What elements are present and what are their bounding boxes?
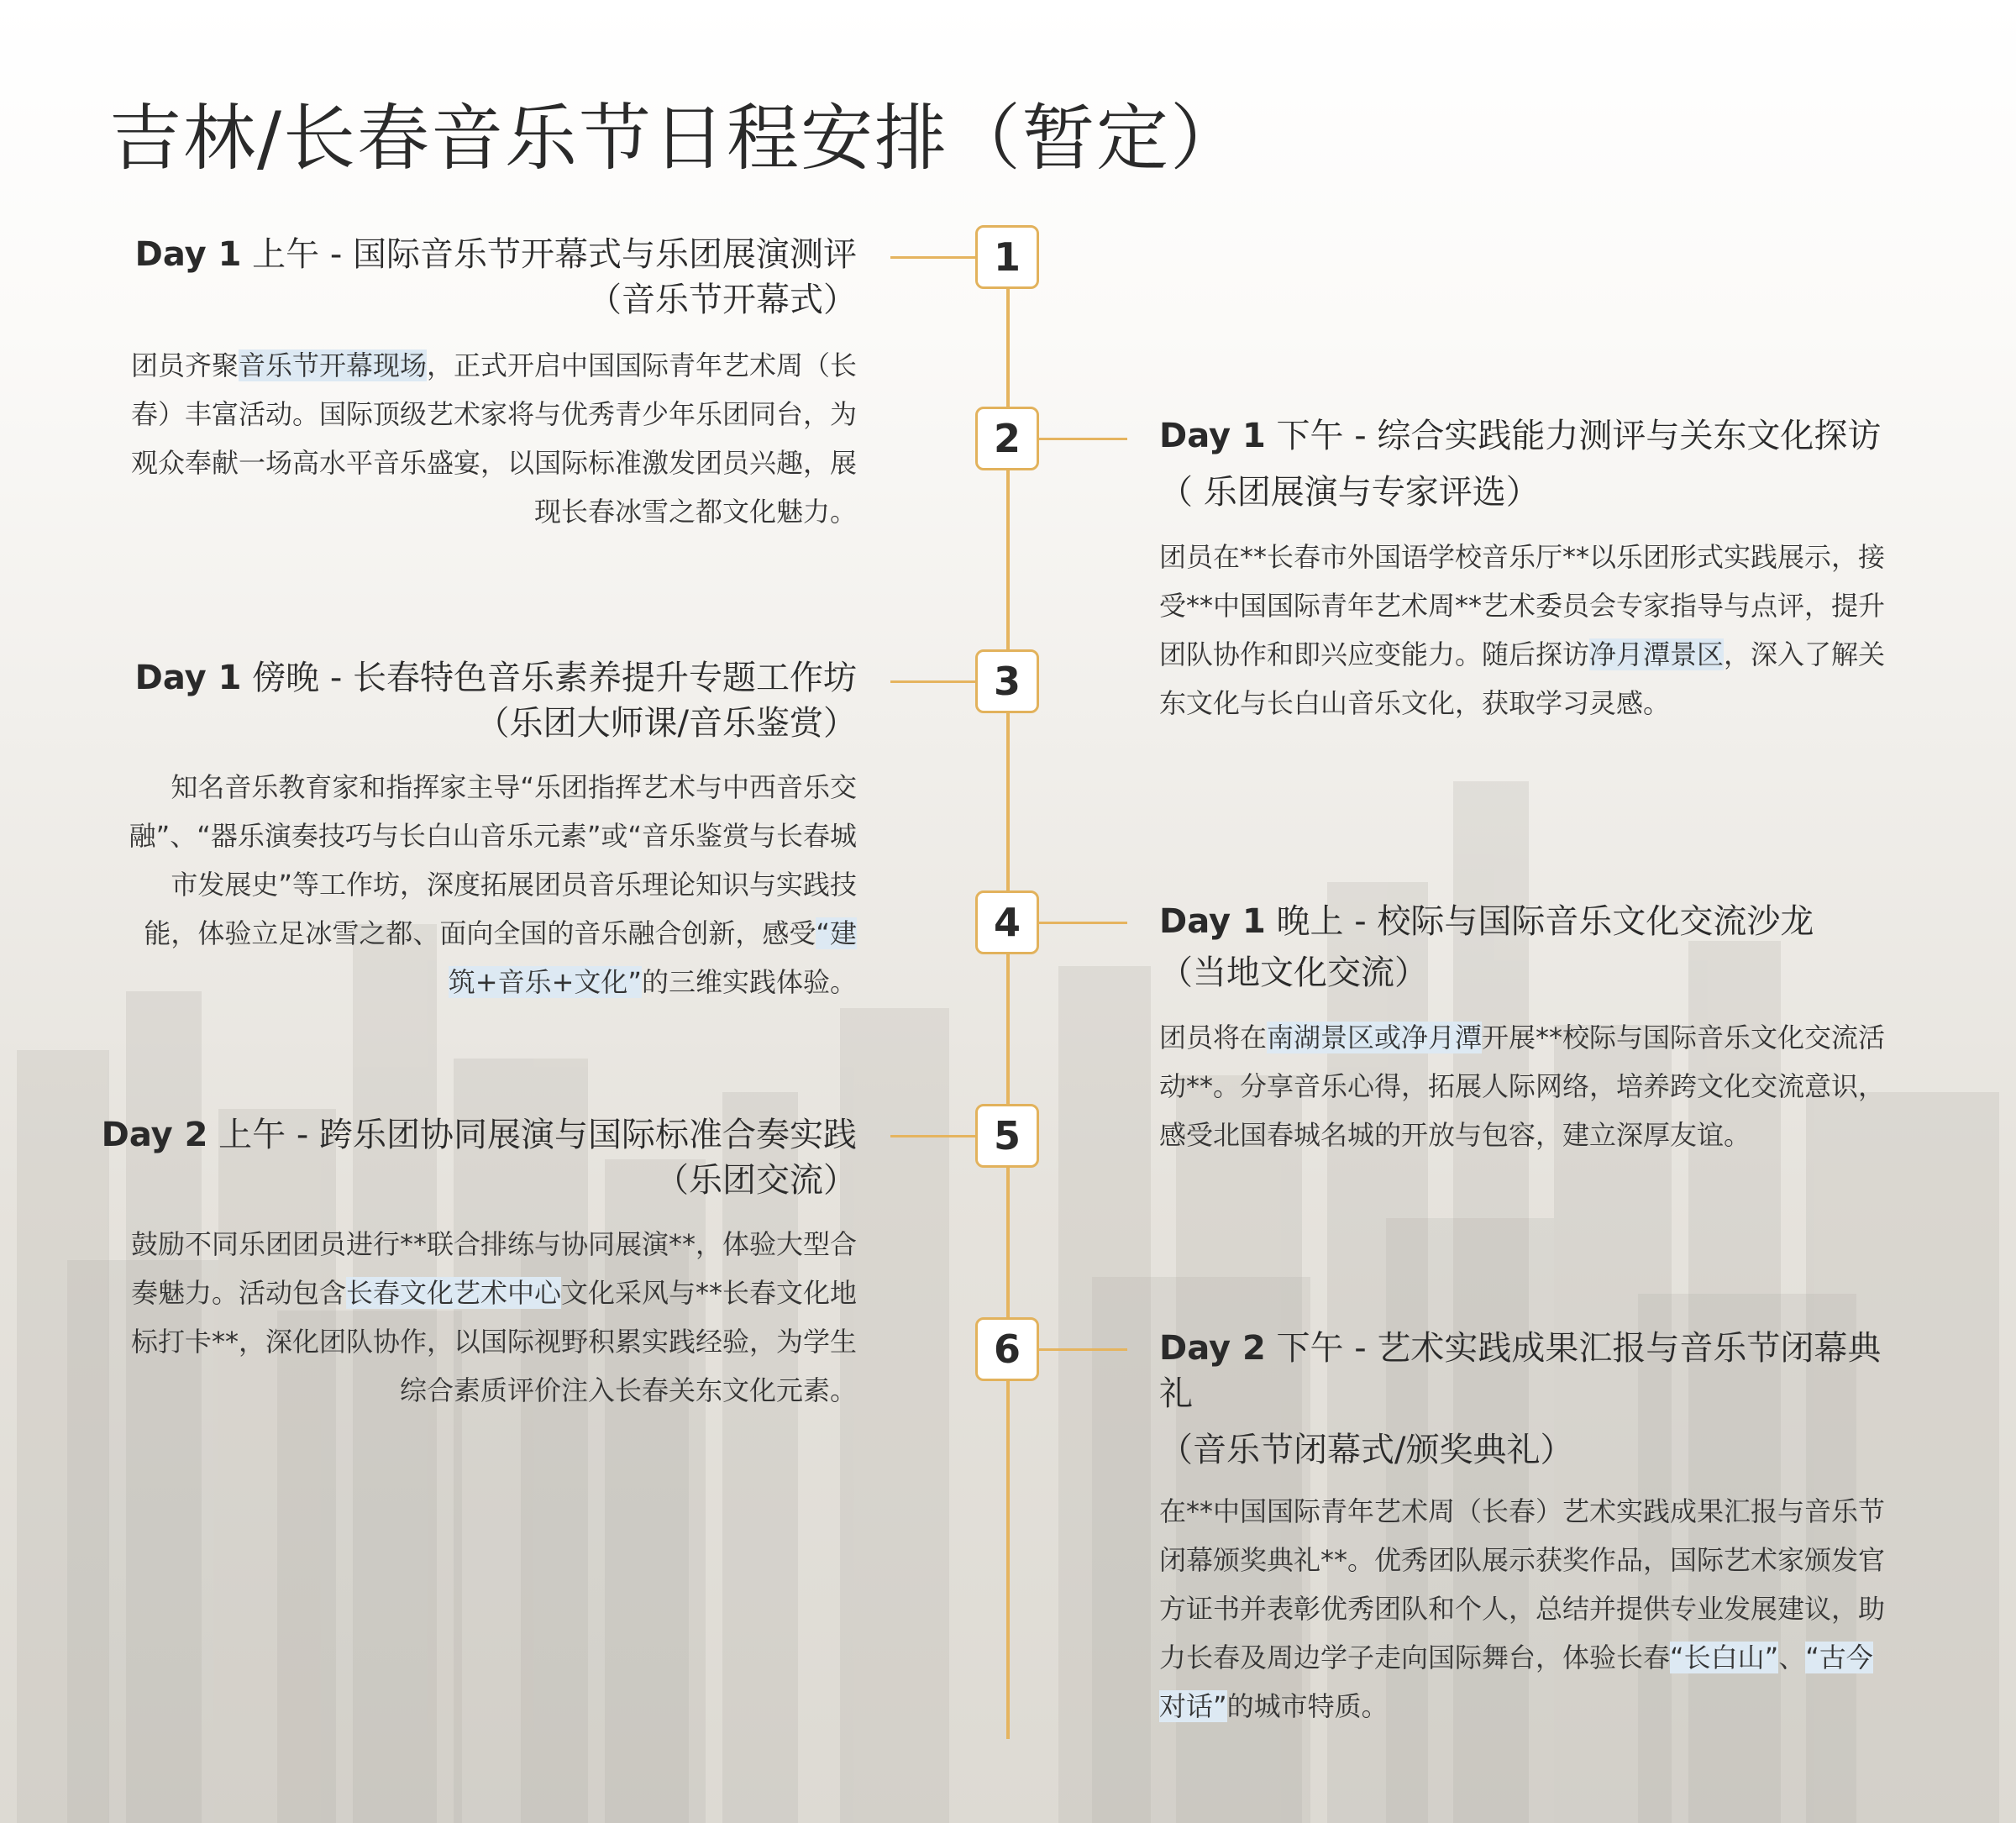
body-text: ，正式开启中国国际青年艺术周（长春）丰富活动。国际顶级艺术家将与优秀青少年乐团同台，为观众奉献一场高水平音乐盛宴，以国际标准激发团员兴趣，展现长春冰雪之都文化魅力。 xyxy=(130,349,857,528)
connector-3 xyxy=(890,680,975,683)
day-label: Day 2 xyxy=(1159,1329,1266,1368)
connector-2 xyxy=(1039,438,1127,440)
step-number-4: 4 xyxy=(975,890,1039,954)
body-text: 团员齐聚 xyxy=(130,349,239,381)
body-text: 鼓励不同乐团团员进行**联合排练与协同展演**，体验大型合奏魅力。活动包含 xyxy=(130,1228,857,1309)
item-title xyxy=(1159,899,1898,944)
day-label: Day 1 xyxy=(134,659,242,697)
item-description xyxy=(1159,1487,1898,1731)
body-text: ，深入了解关东文化与长白山音乐文化，获取学习灵感。 xyxy=(1159,638,1886,719)
connector-6 xyxy=(1039,1348,1127,1351)
body-text: 团员在**长春市外国语学校音乐厅**以乐团形式实践展示，接受**中国国际青年艺术周**艺术委员会专家指导与点评，提升团队协作和即兴应变能力。随后探访 xyxy=(1159,541,1886,670)
body-text: 、 xyxy=(1778,1642,1806,1673)
body-text: 知名音乐教育家和指挥家主导“乐团指挥艺术与中西音乐交融”、“器乐演奏技巧与长白山音乐元素”或“音乐鉴赏与长春城市发展史”等工作坊，深度拓展团员音乐理论知识与实践技能，体验立足冰雪之都、面向全国的音乐融合创新，感受 xyxy=(129,771,857,949)
title-text: 上午 - 国际音乐节开幕式与乐团展演测评（音乐节开幕式） xyxy=(241,235,857,319)
item-description xyxy=(1159,1013,1898,1159)
step-number-5: 5 xyxy=(975,1104,1039,1168)
title-text: 上午 - 跨乐团协同展演与国际标准合奏实践（乐团交流） xyxy=(207,1116,857,1200)
highlight-text: 音乐节开幕现场 xyxy=(238,349,427,381)
body-text: 的城市特质。 xyxy=(1226,1690,1389,1722)
highlight-text: “建筑+音乐+文化” xyxy=(448,917,857,998)
day-label: Day 2 xyxy=(101,1116,208,1154)
highlight-text: 净月潭景区 xyxy=(1589,638,1725,670)
day-label: Day 1 xyxy=(1159,902,1266,941)
item-subtitle: （当地文化交流） xyxy=(1159,954,1428,992)
body-text: 开展**校际与国际音乐文化交流活动**。分享音乐心得，拓展人际网络，培养跨文化交流意识，感受北国春城名城的开放与包容，建立深厚友谊。 xyxy=(1159,1022,1886,1151)
body-text: 文化采风与**长春文化地标打卡**，深化团队协作，以国际视野积累实践经验，为学生综合素质评价注入长春关东文化元素。 xyxy=(130,1277,857,1406)
item-title xyxy=(101,232,857,323)
schedule-item-1 xyxy=(101,232,857,536)
connector-1 xyxy=(890,256,975,259)
title-text: 晚上 - 校际与国际音乐文化交流沙龙 xyxy=(1265,902,1814,941)
item-description xyxy=(101,763,857,1006)
item-description xyxy=(1159,533,1898,728)
item-title xyxy=(101,655,857,746)
highlight-text: 南湖景区或净月潭 xyxy=(1267,1022,1483,1053)
item-title xyxy=(101,1112,857,1203)
day-label: Day 1 xyxy=(134,235,242,274)
item-subtitle: （ 乐团展演与专家评选） xyxy=(1159,473,1540,512)
highlight-text: “长白山” xyxy=(1670,1642,1779,1673)
title-text: 下午 - 综合实践能力测评与关东文化探访 xyxy=(1265,417,1882,455)
body-text: 在**中国国际青年艺术周（长春）艺术实践成果汇报与音乐节闭幕颁奖典礼**。优秀团队展示获奖作品，国际艺术家颁发官方证书并表彰优秀团队和个人，总结并提供专业发展建议，助力长春及周边学子走向国际舞台，体验长春 xyxy=(1159,1495,1886,1673)
item-subtitle: （音乐节闭幕式/颁奖典礼） xyxy=(1159,1431,1574,1469)
page-title: 吉林/长春音乐节日程安排（暂定） xyxy=(109,97,1244,181)
step-number-3: 3 xyxy=(975,649,1039,713)
schedule-item-2 xyxy=(1159,413,1898,728)
item-title xyxy=(1159,1326,1898,1416)
item-description xyxy=(101,341,857,536)
step-number-1: 1 xyxy=(975,225,1039,289)
item-title xyxy=(1159,413,1898,459)
timeline-line xyxy=(1006,252,1010,1739)
title-text: 傍晚 - 长春特色音乐素养提升专题工作坊（乐团大师课/音乐鉴赏） xyxy=(241,659,857,743)
connector-4 xyxy=(1039,922,1127,924)
schedule-item-4 xyxy=(1159,899,1898,1159)
title-text: 下午 - 艺术实践成果汇报与音乐节闭幕典礼 xyxy=(1159,1329,1882,1413)
step-number-6: 6 xyxy=(975,1317,1039,1381)
highlight-text: 长春文化艺术中心 xyxy=(345,1277,561,1309)
schedule-item-6 xyxy=(1159,1326,1898,1731)
highlight-text: “古今对话” xyxy=(1159,1642,1873,1722)
schedule-item-3 xyxy=(101,655,857,1006)
step-number-2: 2 xyxy=(975,407,1039,470)
day-label: Day 1 xyxy=(1159,417,1266,455)
item-description xyxy=(101,1220,857,1415)
schedule-item-5 xyxy=(101,1112,857,1415)
connector-5 xyxy=(890,1135,975,1137)
body-text: 团员将在 xyxy=(1159,1022,1268,1053)
body-text: 的三维实践体验。 xyxy=(641,966,857,998)
